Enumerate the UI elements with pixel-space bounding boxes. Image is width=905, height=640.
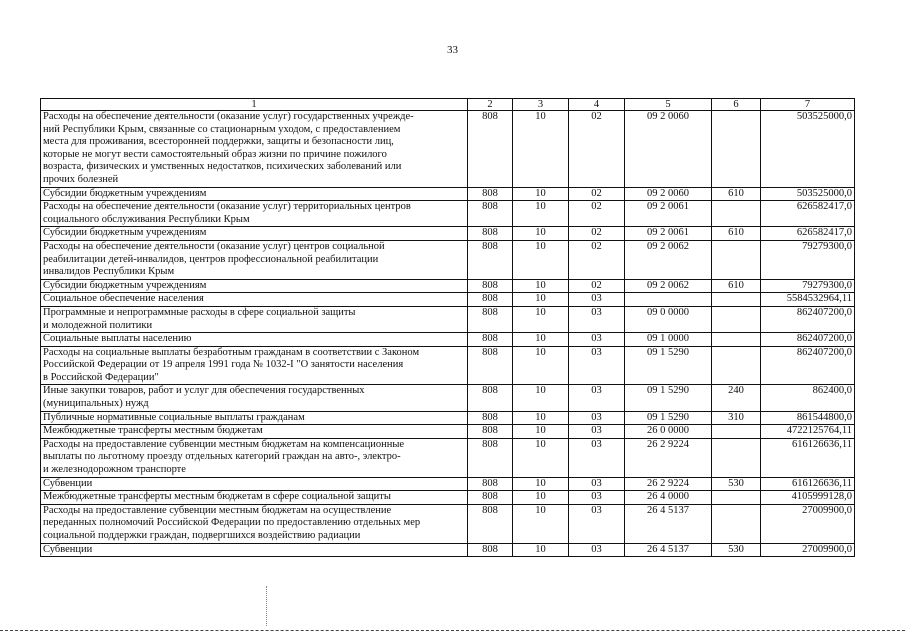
row-description [41, 504, 468, 543]
code-section: 10 [513, 504, 569, 543]
code-ministry: 808 [468, 411, 513, 425]
row-description [41, 425, 468, 439]
description-line: которые не могут вести самостоятельный образ жизни по причине пожилого [43, 148, 387, 160]
table-row [41, 346, 855, 385]
description-line: и молодежной политики [43, 319, 153, 331]
row-description [41, 438, 468, 477]
table-row [41, 543, 855, 557]
code-target-article: 26 0 0000 [625, 425, 712, 439]
code-subsection: 03 [569, 411, 625, 425]
amount: 503525000,0 [761, 187, 855, 201]
code-expense-type: 610 [712, 227, 761, 241]
code-expense-type [712, 425, 761, 439]
table-row [41, 187, 855, 201]
description-line: возраста, физических и умственных недостатков, психических заболеваний или [43, 161, 402, 173]
code-ministry: 808 [468, 111, 513, 188]
code-expense-type [712, 491, 761, 505]
code-ministry: 808 [468, 279, 513, 293]
description-line: социального обслуживания Республики Крым [43, 213, 250, 225]
code-ministry: 808 [468, 293, 513, 307]
header-cell: 4 [569, 99, 625, 111]
amount: 79279300,0 [761, 240, 855, 279]
code-subsection: 03 [569, 438, 625, 477]
code-expense-type [712, 504, 761, 543]
description-line: места для проживания, всесторонней поддержки, защиты и безопасности лиц, [43, 136, 394, 148]
code-ministry: 808 [468, 227, 513, 241]
description-line: в Российской Федерации" [43, 371, 159, 383]
code-section: 10 [513, 477, 569, 491]
description-line: Публичные нормативные социальные выплаты гражданам [43, 411, 305, 423]
row-description [41, 187, 468, 201]
code-subsection: 03 [569, 293, 625, 307]
description-line: Социальные выплаты населению [43, 333, 192, 345]
amount: 27009900,0 [761, 504, 855, 543]
code-ministry: 808 [468, 346, 513, 385]
page-number: 33 [447, 44, 458, 56]
description-line: Программные и непрограммные расходы в сфере социальной защиты [43, 306, 356, 318]
code-ministry: 808 [468, 491, 513, 505]
code-target-article: 09 0 0000 [625, 306, 712, 332]
code-subsection: 03 [569, 306, 625, 332]
table-row [41, 477, 855, 491]
amount: 616126636,11 [761, 438, 855, 477]
code-subsection: 02 [569, 279, 625, 293]
code-subsection: 03 [569, 333, 625, 347]
code-subsection: 02 [569, 111, 625, 188]
table-row [41, 504, 855, 543]
description-line: Расходы на предоставление субвенции местным бюджетам на осуществление [43, 504, 392, 516]
code-target-article: 26 4 5137 [625, 504, 712, 543]
code-target-article: 26 4 0000 [625, 491, 712, 505]
table-header-row [41, 99, 855, 111]
description-line: Расходы на обеспечение деятельности (оказание услуг) центров социальной [43, 240, 385, 252]
description-line: и железнодорожном транспорте [43, 464, 186, 476]
description-line: переданных полномочий Российской Федерации по предоставлению отдельных мер [43, 517, 421, 529]
header-cell: 2 [468, 99, 513, 111]
amount: 862407200,0 [761, 346, 855, 385]
amount: 4722125764,11 [761, 425, 855, 439]
code-target-article: 26 4 5137 [625, 543, 712, 557]
table-row [41, 333, 855, 347]
code-subsection: 03 [569, 504, 625, 543]
table-row [41, 491, 855, 505]
code-target-article: 09 2 0060 [625, 187, 712, 201]
code-target-article: 26 2 9224 [625, 477, 712, 491]
amount: 27009900,0 [761, 543, 855, 557]
code-ministry: 808 [468, 543, 513, 557]
code-expense-type: 310 [712, 411, 761, 425]
amount: 616126636,11 [761, 477, 855, 491]
code-ministry: 808 [468, 333, 513, 347]
amount: 861544800,0 [761, 411, 855, 425]
code-expense-type [712, 201, 761, 227]
code-ministry: 808 [468, 425, 513, 439]
table-row [41, 438, 855, 477]
code-expense-type: 530 [712, 477, 761, 491]
row-description [41, 240, 468, 279]
row-description [41, 346, 468, 385]
code-subsection: 03 [569, 491, 625, 505]
code-section: 10 [513, 111, 569, 188]
description-line: Иные закупки товаров, работ и услуг для обеспечения государственных [43, 385, 365, 397]
code-target-article: 09 2 0060 [625, 111, 712, 188]
description-line: Расходы на обеспечение деятельности (оказание услуг) территориальных центров [43, 201, 411, 213]
code-section: 10 [513, 425, 569, 439]
description-line: инвалидов Республики Крым [43, 266, 175, 278]
description-line: Субсидии бюджетным учреждениям [43, 187, 207, 199]
code-target-article: 09 1 5290 [625, 411, 712, 425]
description-line: ний Республики Крым, связанные со стационарным уходом, с предоставлением [43, 123, 401, 135]
code-section: 10 [513, 333, 569, 347]
code-subsection: 03 [569, 425, 625, 439]
code-expense-type: 610 [712, 279, 761, 293]
description-line: Расходы на социальные выплаты безработным гражданам в соответствии с Законом [43, 346, 420, 358]
description-line: Расходы на предоставление субвенции местным бюджетам на компенсационные [43, 438, 405, 450]
code-target-article: 09 2 0062 [625, 240, 712, 279]
row-description [41, 333, 468, 347]
description-line: Расходы на обеспечение деятельности (оказание услуг) государственных учрежде- [43, 111, 414, 122]
code-section: 10 [513, 201, 569, 227]
description-line: выплаты по льготному проезду отдельных категорий граждан на авто-, электро- [43, 451, 401, 463]
header-cell: 5 [625, 99, 712, 111]
table-row [41, 293, 855, 307]
row-description [41, 293, 468, 307]
code-section: 10 [513, 293, 569, 307]
code-subsection: 03 [569, 385, 625, 411]
code-target-article [625, 293, 712, 307]
amount: 4105999128,0 [761, 491, 855, 505]
header-cell: 7 [761, 99, 855, 111]
table-row [41, 306, 855, 332]
budget-table [40, 98, 855, 557]
code-subsection: 03 [569, 477, 625, 491]
description-line: Российской Федерации от 19 апреля 1991 года № 1032-I "О занятости населения [43, 359, 404, 371]
row-description [41, 111, 468, 188]
code-ministry: 808 [468, 504, 513, 543]
code-ministry: 808 [468, 477, 513, 491]
code-target-article: 09 1 5290 [625, 385, 712, 411]
code-ministry: 808 [468, 306, 513, 332]
code-expense-type [712, 438, 761, 477]
table-row [41, 425, 855, 439]
description-line: Субвенции [43, 477, 93, 489]
description-line: Субсидии бюджетным учреждениям [43, 279, 207, 291]
row-description [41, 543, 468, 557]
amount: 862407200,0 [761, 306, 855, 332]
code-expense-type [712, 240, 761, 279]
table-row [41, 111, 855, 188]
description-line: Субсидии бюджетным учреждениям [43, 227, 207, 239]
code-section: 10 [513, 543, 569, 557]
row-description [41, 227, 468, 241]
code-subsection: 03 [569, 346, 625, 385]
header-cell: 3 [513, 99, 569, 111]
code-subsection: 02 [569, 240, 625, 279]
row-description [41, 491, 468, 505]
page-bottom-rule [0, 630, 905, 631]
code-section: 10 [513, 227, 569, 241]
code-expense-type: 610 [712, 187, 761, 201]
table-row [41, 411, 855, 425]
amount: 862400,0 [761, 385, 855, 411]
row-description [41, 306, 468, 332]
amount: 79279300,0 [761, 279, 855, 293]
description-line: Межбюджетные трансферты местным бюджетам в сфере социальной защиты [43, 491, 391, 503]
code-ministry: 808 [468, 187, 513, 201]
amount: 626582417,0 [761, 201, 855, 227]
code-target-article: 09 2 0061 [625, 227, 712, 241]
code-section: 10 [513, 346, 569, 385]
table-row [41, 385, 855, 411]
description-line: Субвенции [43, 543, 93, 555]
table-row [41, 201, 855, 227]
code-ministry: 808 [468, 385, 513, 411]
scan-mark [266, 586, 267, 626]
table-row [41, 279, 855, 293]
description-line: прочих болезней [43, 173, 119, 185]
code-target-article: 26 2 9224 [625, 438, 712, 477]
code-ministry: 808 [468, 438, 513, 477]
table-row [41, 240, 855, 279]
code-target-article: 09 1 5290 [625, 346, 712, 385]
code-section: 10 [513, 187, 569, 201]
amount: 626582417,0 [761, 227, 855, 241]
code-expense-type [712, 306, 761, 332]
row-description [41, 477, 468, 491]
code-ministry: 808 [468, 240, 513, 279]
code-expense-type [712, 346, 761, 385]
amount: 503525000,0 [761, 111, 855, 188]
amount: 862407200,0 [761, 333, 855, 347]
code-section: 10 [513, 240, 569, 279]
description-line: Межбюджетные трансферты местным бюджетам [43, 425, 263, 437]
amount: 5584532964,11 [761, 293, 855, 307]
description-line: реабилитации детей-инвалидов, центров профессиональной реабилитации [43, 253, 379, 265]
code-section: 10 [513, 279, 569, 293]
code-section: 10 [513, 438, 569, 477]
code-expense-type [712, 111, 761, 188]
code-expense-type [712, 293, 761, 307]
code-target-article: 09 2 0061 [625, 201, 712, 227]
code-subsection: 02 [569, 227, 625, 241]
header-cell: 1 [41, 99, 468, 111]
description-line: Социальное обеспечение населения [43, 293, 204, 305]
code-expense-type: 530 [712, 543, 761, 557]
code-expense-type [712, 333, 761, 347]
code-target-article: 09 1 0000 [625, 333, 712, 347]
row-description [41, 385, 468, 411]
row-description [41, 411, 468, 425]
code-section: 10 [513, 411, 569, 425]
code-expense-type: 240 [712, 385, 761, 411]
table-row [41, 227, 855, 241]
description-line: (муниципальных) нужд [43, 398, 149, 410]
description-line: социальной поддержки граждан, подвергшихся воздействию радиации [43, 530, 361, 541]
code-subsection: 02 [569, 201, 625, 227]
row-description [41, 201, 468, 227]
code-section: 10 [513, 491, 569, 505]
row-description [41, 279, 468, 293]
header-cell: 6 [712, 99, 761, 111]
code-section: 10 [513, 385, 569, 411]
code-subsection: 02 [569, 187, 625, 201]
code-subsection: 03 [569, 543, 625, 557]
code-ministry: 808 [468, 201, 513, 227]
code-target-article: 09 2 0062 [625, 279, 712, 293]
code-section: 10 [513, 306, 569, 332]
